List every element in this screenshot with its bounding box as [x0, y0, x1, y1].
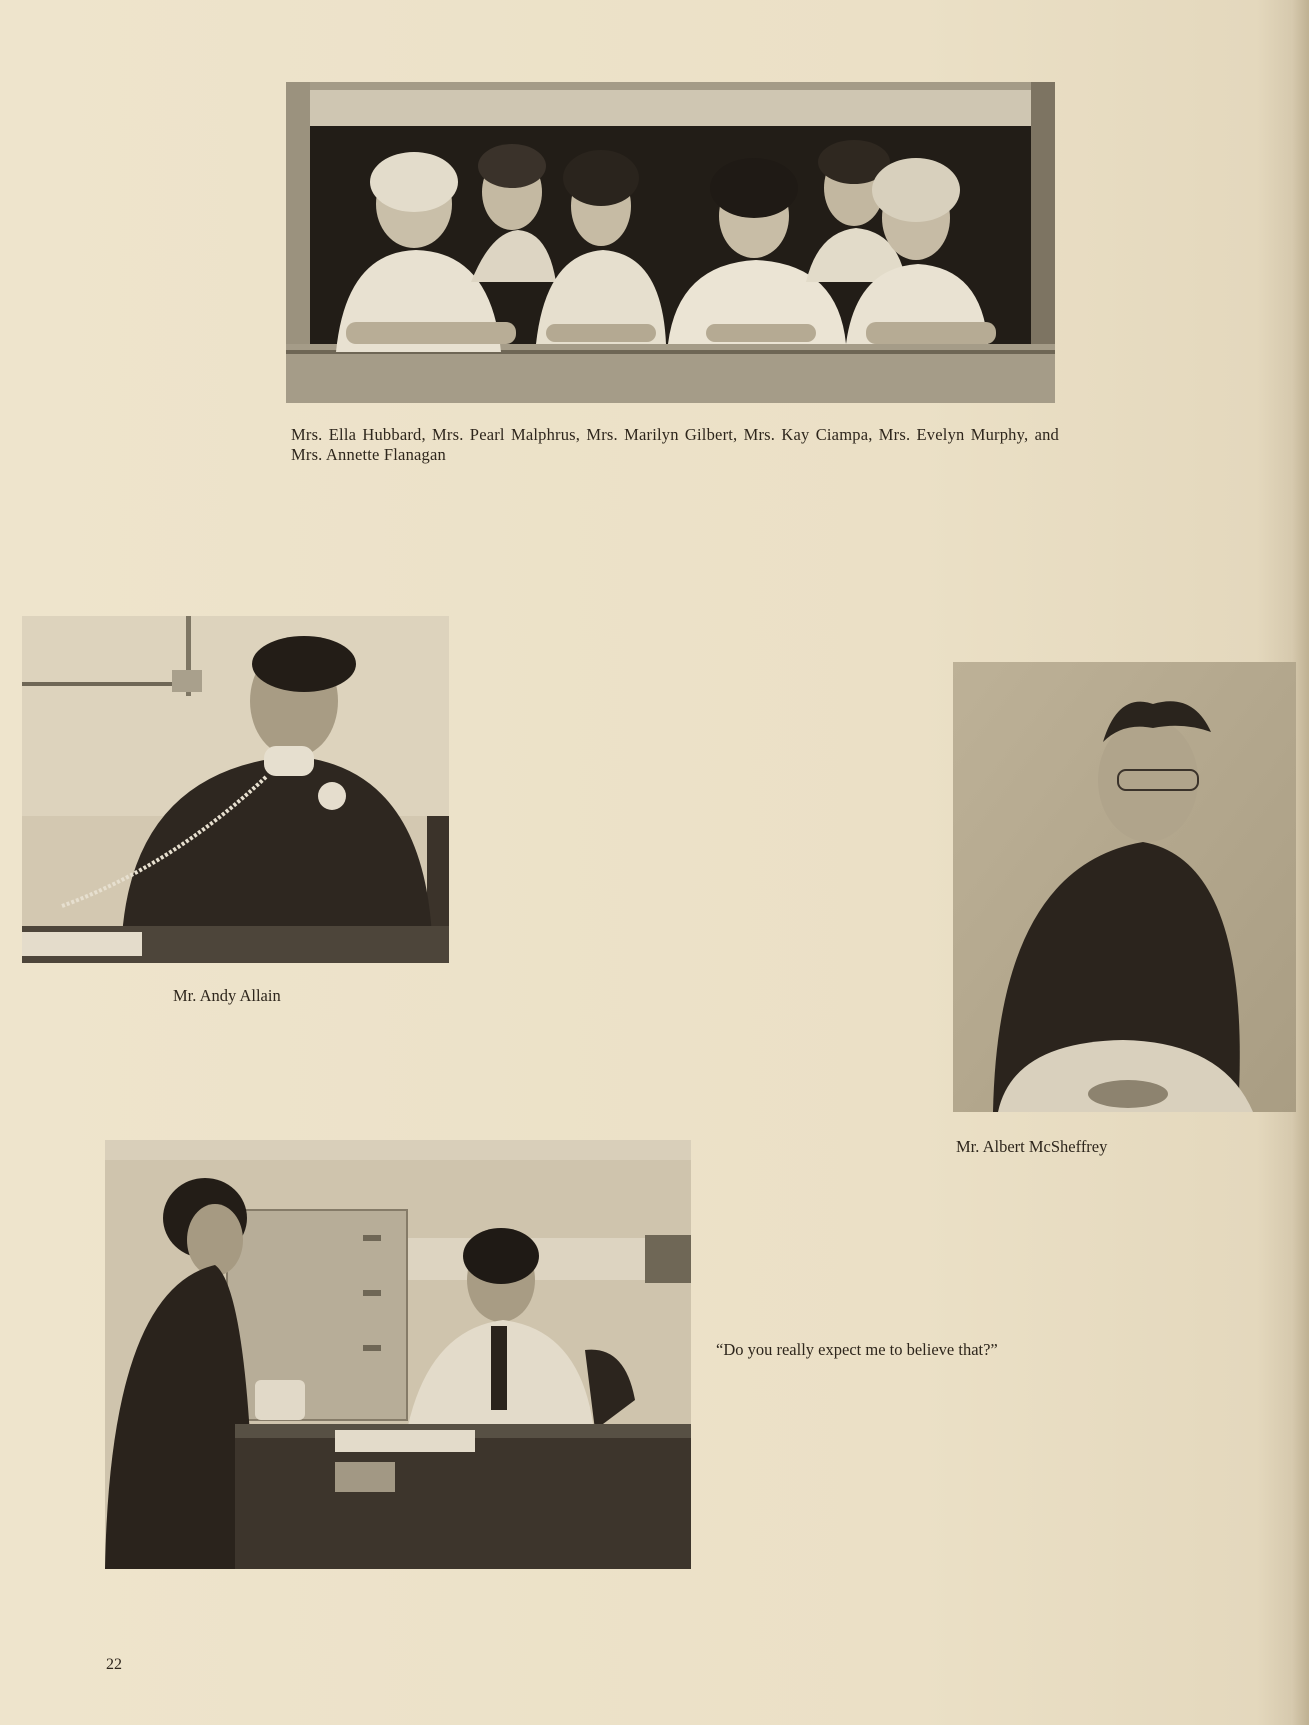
cafeteria-staff-caption: Mrs. Ella Hubbard, Mrs. Pearl Malphrus, Mrs. Marilyn Gilbert, Mrs. Kay Ciampa, Mrs. Evelyn Murphy, and Mrs. Annette Flanagan [291, 425, 1059, 464]
office-image [105, 1140, 691, 1569]
cafeteria-staff-image [286, 82, 1055, 403]
allain-photo [22, 616, 449, 963]
page-number: 22 [106, 1656, 122, 1673]
allain-image [22, 616, 449, 963]
mcsheffrey-image [953, 662, 1296, 1112]
cafeteria-staff-photo [286, 82, 1055, 403]
mcsheffrey-photo [953, 662, 1296, 1112]
office-photo [105, 1140, 691, 1569]
allain-caption: Mr. Andy Allain [173, 986, 281, 1005]
office-quote-caption: “Do you really expect me to believe that?” [716, 1340, 998, 1359]
mcsheffrey-caption: Mr. Albert McSheffrey [956, 1137, 1108, 1156]
